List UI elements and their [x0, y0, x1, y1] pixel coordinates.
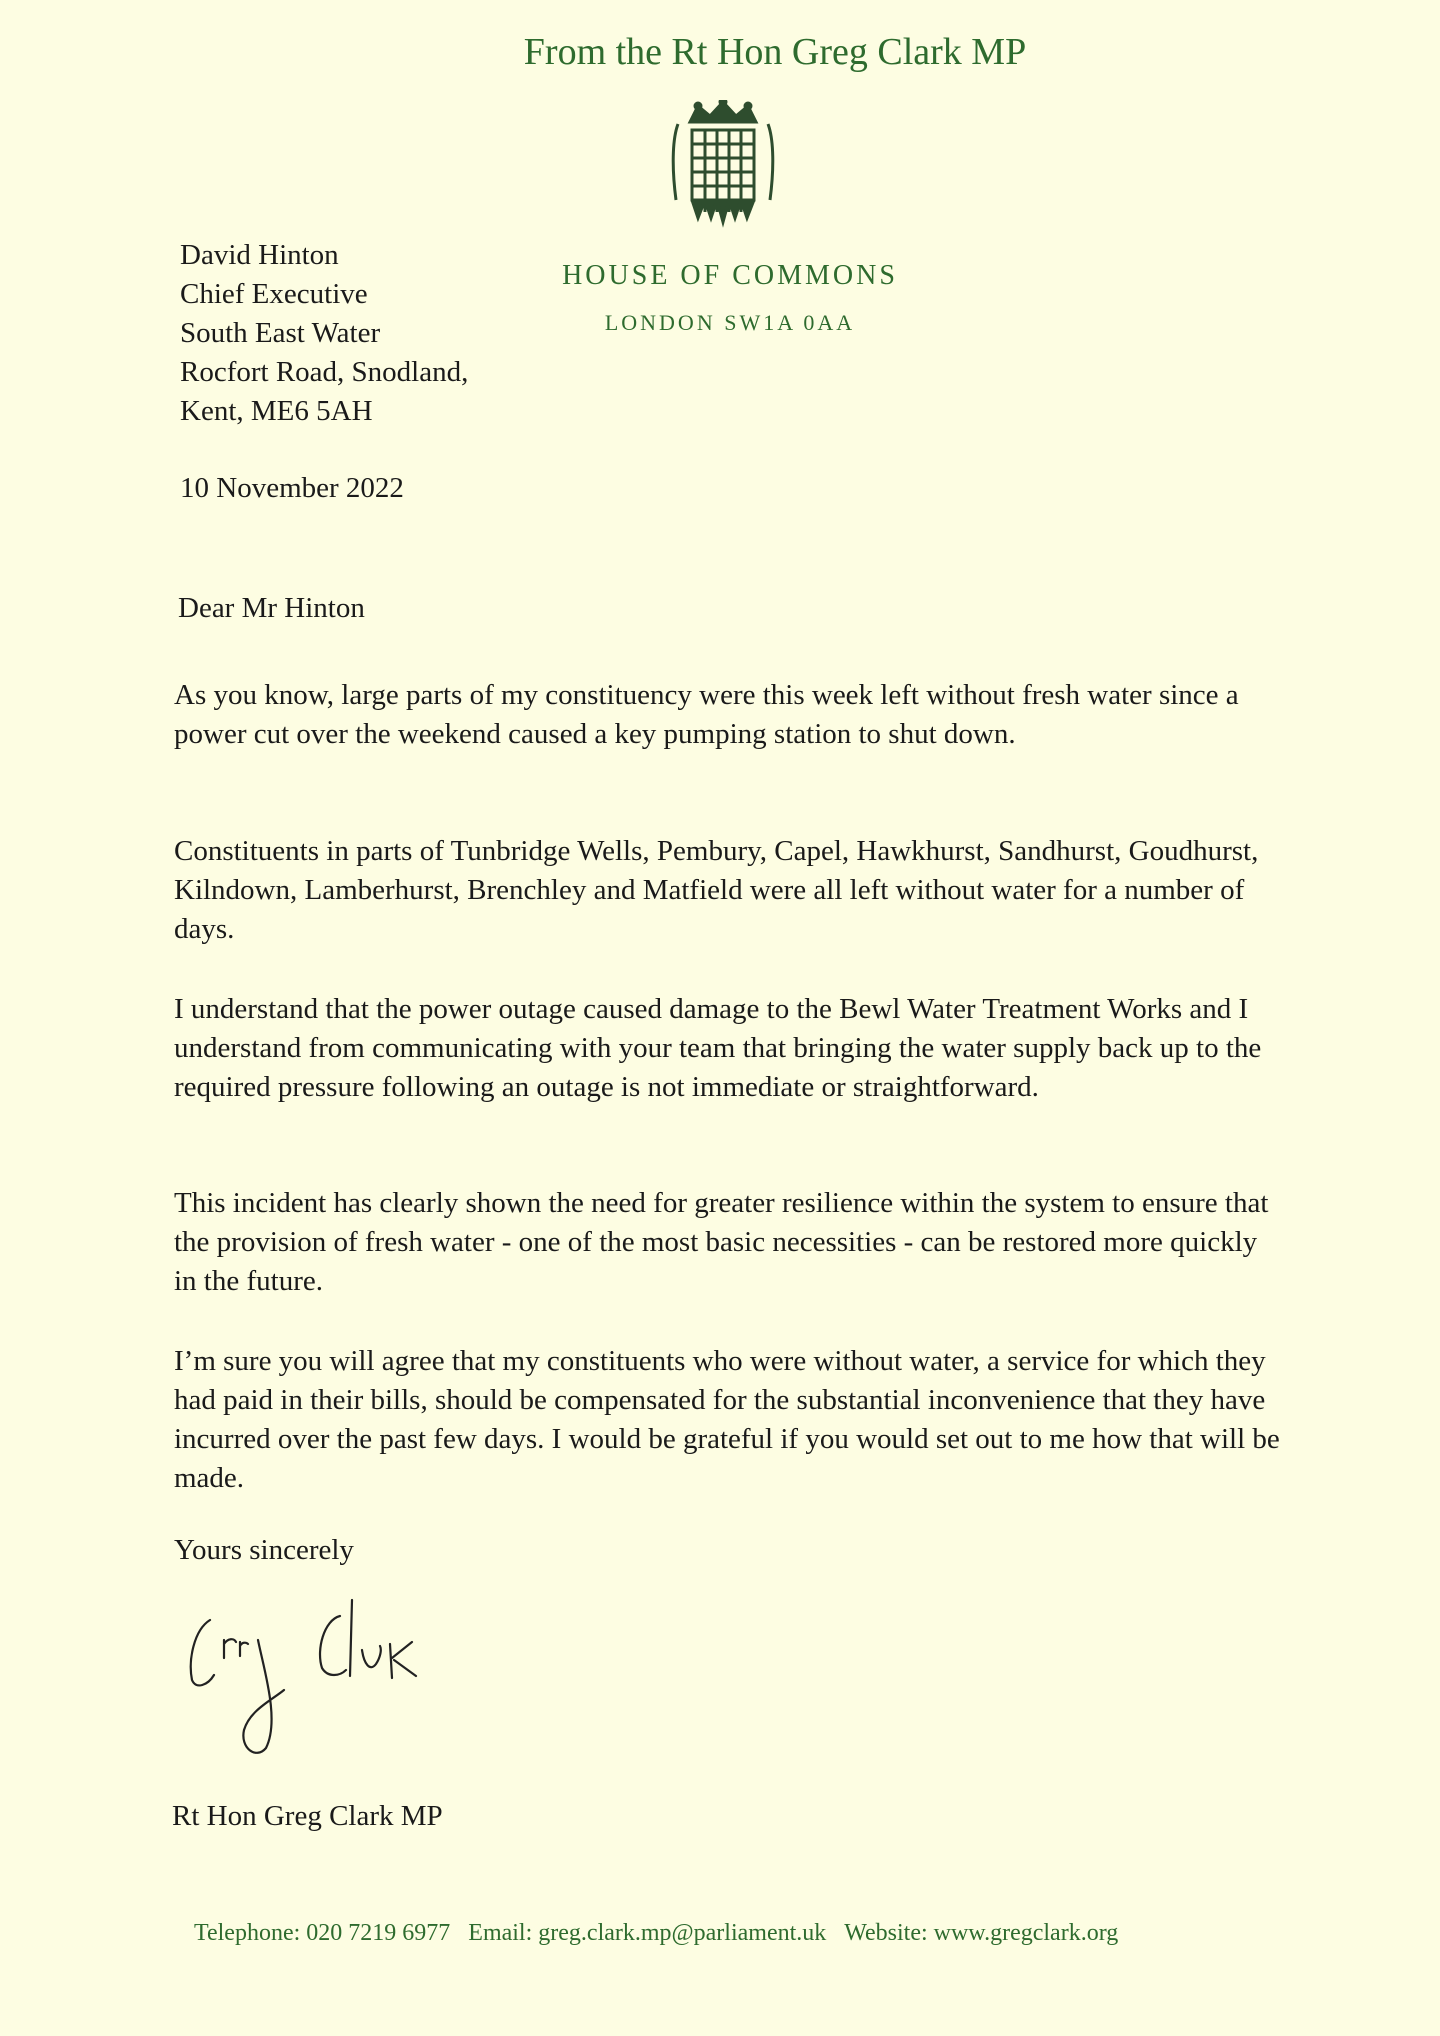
signature — [180, 1580, 470, 1760]
paragraph-3: I understand that the power outage caused damage to the Bewl Water Treatment Works and I understand from communicating with your team that bringing the water supply back up to the required pressure following an outage is not immediate or straightforward. — [174, 993, 1262, 1103]
closing: Yours sincerely — [174, 1534, 354, 1566]
letterhead-from-line: From the Rt Hon Greg Clark MP — [523, 31, 1027, 73]
recipient-name: David Hinton — [180, 239, 339, 271]
paragraph-4: This incident has clearly shown the need for greater resilience within the system to ensure that the provision of fresh water - one of the most basic necessities - can be restored more quickly in the future. — [174, 1187, 1269, 1297]
salutation: Dear Mr Hinton — [178, 592, 365, 624]
institution-name: HOUSE OF COMMONS — [562, 260, 898, 291]
footer-telephone: Telephone: 020 7219 6977 — [194, 1920, 451, 1946]
paragraph-2: Constituents in parts of Tunbridge Wells, Pembury, Capel, Hawkhurst, Sandhurst, Goudhurst, Kilndown, Lamberhurst, Brenchley and Matfield were all left without water for a number of days. — [174, 835, 1259, 945]
paragraph-1: As you know, large parts of my constituency were this week left without fresh water since a power cut over the weekend caused a key pumping station to shut down. — [174, 679, 1239, 750]
recipient-title: Chief Executive — [180, 278, 368, 310]
footer-website[interactable]: Website: www.gregclark.org — [844, 1920, 1119, 1946]
portcullis-icon — [668, 100, 778, 230]
recipient-city-postcode: Kent, ME6 5AH — [180, 395, 373, 427]
signatory-name: Rt Hon Greg Clark MP — [172, 1800, 443, 1832]
footer-email[interactable]: Email: greg.clark.mp@parliament.uk — [468, 1920, 827, 1946]
recipient-street: Rocfort Road, Snodland, — [180, 356, 469, 388]
institution-address: LONDON SW1A 0AA — [604, 310, 856, 335]
letter-date: 10 November 2022 — [180, 472, 404, 504]
paragraph-5: I’m sure you will agree that my constituents who were without water, a service for which they had paid in their bills, should be compensated for the substantial inconvenience that they have incurred over the past few days. I would be grateful if you would set out to me how that will be made. — [174, 1345, 1280, 1494]
recipient-address — [180, 236, 468, 431]
footer-contact — [194, 1920, 1118, 1947]
recipient-organisation: South East Water — [180, 317, 381, 349]
